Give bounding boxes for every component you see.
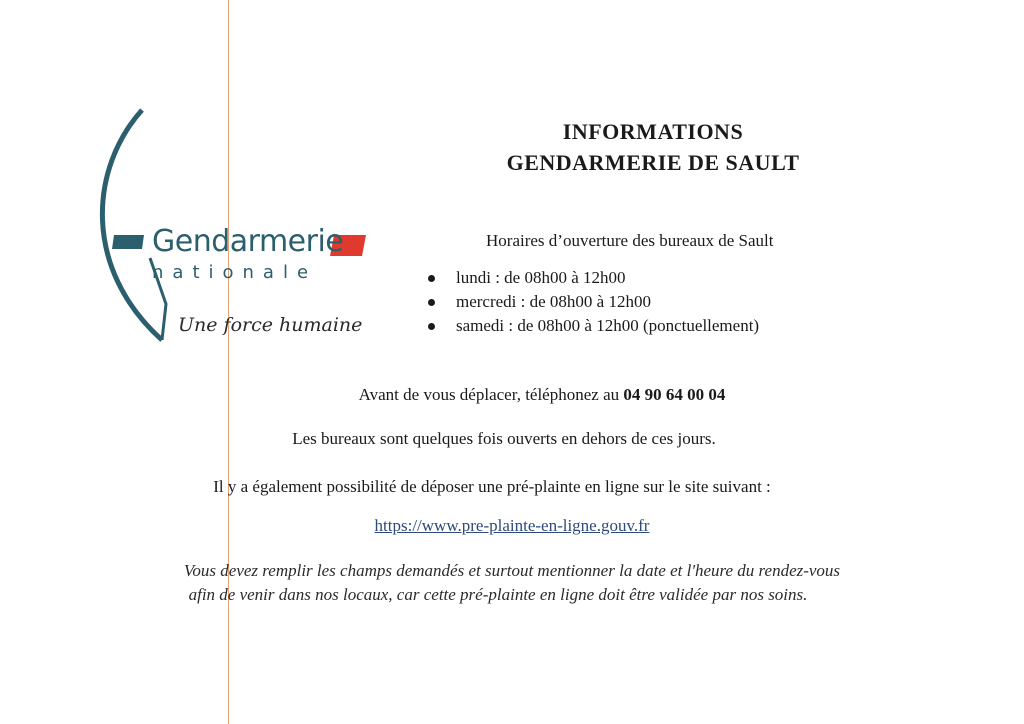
preplainte-link[interactable]: https://www.pre-plainte-en-ligne.gouv.fr [374, 516, 650, 535]
hours-heading: Horaires d’ouverture des bureaux de Sault [486, 231, 774, 250]
complaint-note: Il y a également possibilité de déposer une pré-plainte en ligne sur le site suivant : [213, 477, 771, 496]
phone-number: 04 90 64 00 04 [623, 385, 726, 404]
notice-line-2: afin de venir dans nos locaux, car cette pré-plainte en ligne doit être validée par nos soins. [188, 585, 808, 604]
url-line [0, 516, 1024, 536]
open-note: Les bureaux sont quelques fois ouverts en dehors de ces jours. [292, 429, 716, 448]
notice-line-1: Vous devez remplir les champs demandés et surtout mentionner la date et l'heure du rendez-vous [183, 561, 841, 580]
list-item: lundi : de 08h00 à 12h00 [428, 266, 759, 290]
hours-list [428, 266, 759, 338]
logo-subtitle: nationale [152, 262, 318, 283]
phone-line [30, 385, 1024, 405]
page-subtitle: GENDARMERIE DE SAULT [506, 150, 800, 175]
list-item: samedi : de 08h00 à 12h00 (ponctuellement) [428, 314, 759, 338]
list-item: mercredi : de 08h00 à 12h00 [428, 290, 759, 314]
logo-motto: Une force humaine [178, 314, 363, 336]
page-title: INFORMATIONS [562, 119, 744, 144]
phone-prefix: Avant de vous déplacer, téléphonez au [358, 385, 624, 404]
logo-name: Gendarmerie [152, 224, 344, 259]
